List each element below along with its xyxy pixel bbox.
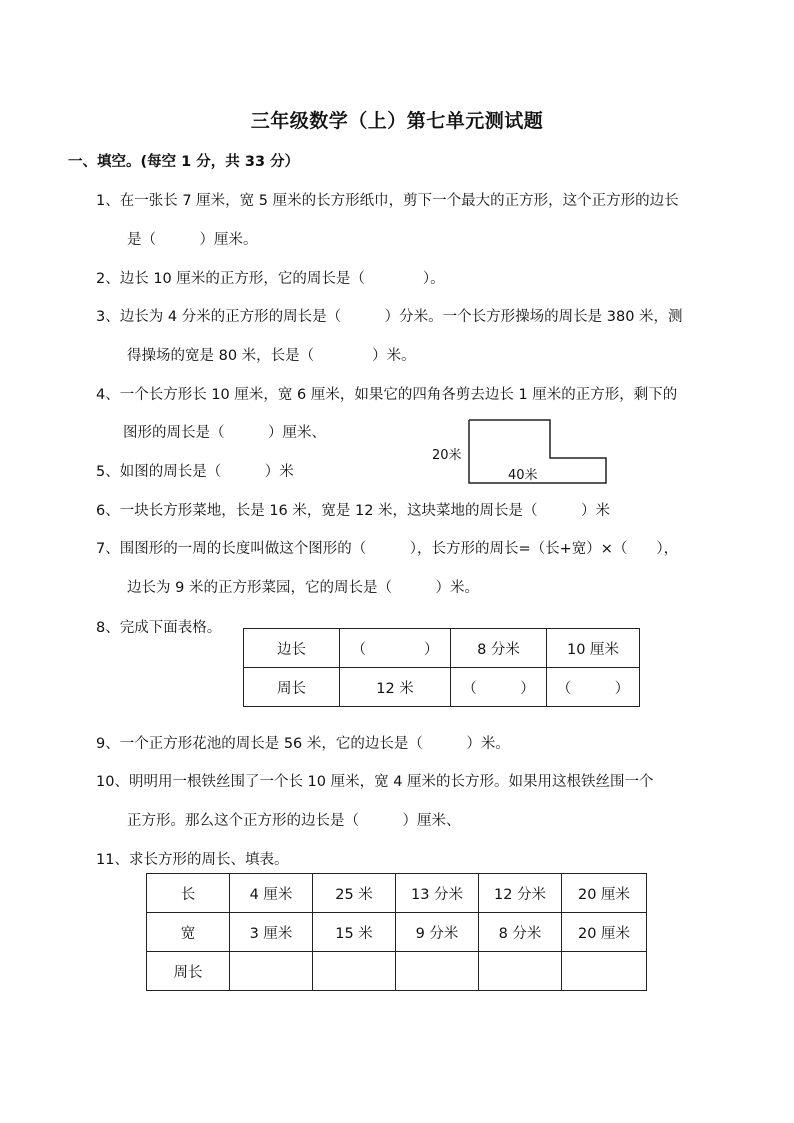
table-row [147, 913, 647, 952]
table-cell: 8 分米 [479, 913, 562, 952]
question-10: 10、明明用一根铁丝围了一个长 10 厘米，宽 4 厘米的长方形。如果用这根铁丝围一个 [96, 774, 654, 790]
question-3: 3、边长为 4 分米的正方形的周长是（ ）分米。一个长方形操场的周长是 380 米，测 [96, 309, 683, 325]
answer-cell[interactable] [396, 952, 479, 991]
table-cell: 宽 [147, 913, 230, 952]
answer-cell[interactable] [230, 952, 313, 991]
table-cell: 周长 [147, 952, 230, 991]
question-6: 6、一块长方形菜地，长是 16 米，宽是 12 米，这块菜地的周长是（ ）米 [96, 503, 611, 519]
question-2: 2、边长 10 厘米的正方形，它的周长是（ ）。 [96, 271, 445, 287]
table-row [244, 629, 640, 668]
answer-cell[interactable] [479, 952, 562, 991]
figure-side-label: 20米 [432, 448, 462, 463]
square-table [243, 628, 640, 707]
table-cell: 边长 [244, 629, 340, 668]
rectangle-table [146, 873, 647, 991]
question-1-cont: 是（ ）厘米。 [127, 232, 258, 248]
table-cell: 20 厘米 [562, 874, 647, 913]
table-cell: 长 [147, 874, 230, 913]
table-cell: （ ） [547, 668, 640, 707]
table-cell: 12 分米 [479, 874, 562, 913]
table-cell: 10 厘米 [547, 629, 640, 668]
question-1: 1、在一张长 7 厘米，宽 5 厘米的长方形纸巾，剪下一个最大的正方形，这个正方形的边长 [96, 193, 679, 209]
table-cell: 20 厘米 [562, 913, 647, 952]
question-4: 4、一个长方形长 10 厘米，宽 6 厘米，如果它的四角各剪去边长 1 厘米的正方形，剩下的 [96, 387, 678, 403]
table-cell: 8 分米 [451, 629, 547, 668]
answer-cell[interactable] [313, 952, 396, 991]
table-cell: （ ） [340, 629, 451, 668]
section-heading: 一、填空。(每空 1 分，共 33 分） [68, 154, 300, 170]
table-cell: 13 分米 [396, 874, 479, 913]
table-row [147, 952, 647, 991]
question-11: 11、求长方形的周长、填表。 [96, 852, 289, 868]
question-9: 9、一个正方形花池的周长是 56 米，它的边长是（ ）米。 [96, 736, 510, 752]
table-cell: （ ） [451, 668, 547, 707]
table-cell: 4 厘米 [230, 874, 313, 913]
l-shape-figure [428, 418, 612, 486]
table-cell: 15 米 [313, 913, 396, 952]
question-7: 7、围图形的一周的长度叫做这个图形的（ ），长方形的周长=（长+宽）×（ ）， [96, 541, 679, 557]
table-row [147, 874, 647, 913]
question-3-cont: 得操场的宽是 80 米，长是（ ）米。 [127, 348, 416, 364]
question-7-cont: 边长为 9 米的正方形菜园，它的周长是（ ）米。 [127, 580, 479, 596]
question-8: 8、完成下面表格。 [96, 620, 222, 636]
question-5: 5、如图的周长是（ ）米 [96, 464, 294, 480]
page-title: 三年级数学（上）第七单元测试题 [250, 110, 544, 132]
question-10-cont: 正方形。那么这个正方形的边长是（ ）厘米、 [127, 813, 461, 829]
table-cell: 12 米 [340, 668, 451, 707]
table-row [244, 668, 640, 707]
answer-cell[interactable] [562, 952, 647, 991]
figure-bottom-label: 40米 [508, 468, 538, 483]
table-cell: 25 米 [313, 874, 396, 913]
question-4-cont: 图形的周长是（ ）厘米、 [123, 425, 326, 441]
table-cell: 3 厘米 [230, 913, 313, 952]
table-cell: 周长 [244, 668, 340, 707]
table-cell: 9 分米 [396, 913, 479, 952]
